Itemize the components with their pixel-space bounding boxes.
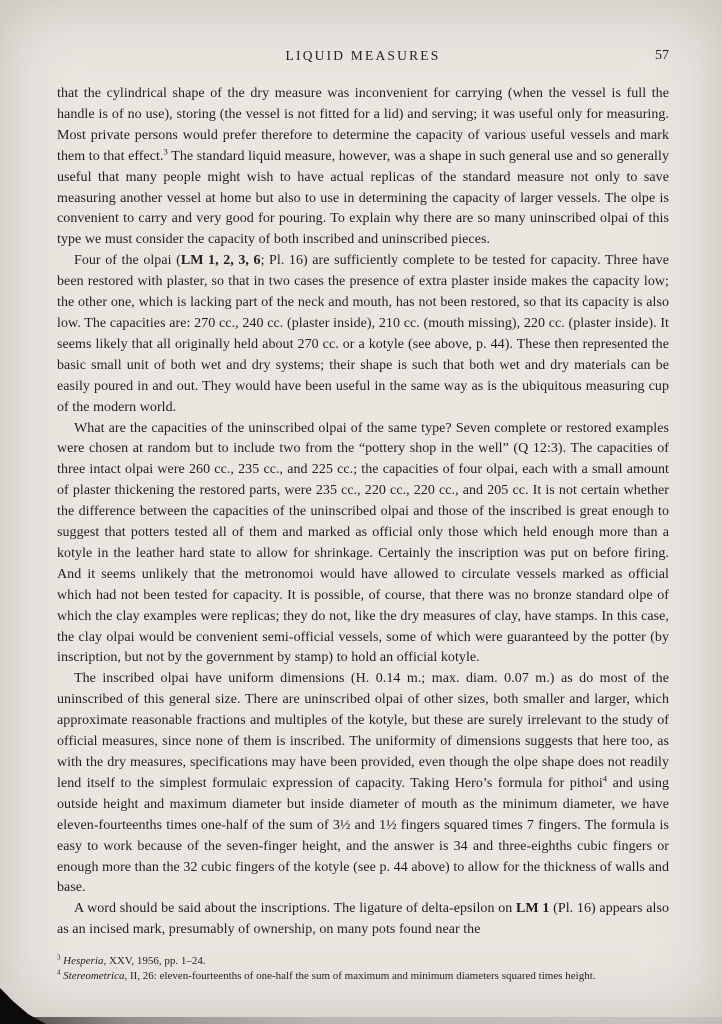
scan-bottom-edge-artifact	[0, 1017, 722, 1024]
footnote-marker: 4	[57, 969, 61, 977]
page-content	[57, 48, 669, 984]
footnote-marker: 3	[57, 954, 61, 962]
running-head	[57, 48, 669, 64]
paragraph	[57, 251, 669, 418]
text-run: What are the capacities of the uninscribed olpai of the same type? Seven complete or restored examples were chosen at random but to include two from the “pottery shop in the well” (Q 12:3). The capacities of three intact olpai were 260 cc., 235 cc., and 225 cc.; the capacities of four olpai, each with a small amount of plaster thickening the restored parts, were 235 cc., 220 cc., 220 cc., and 205 cc. It is not certain whether the difference between the capacities of the uninscribed olpai and those of the inscribed is great enough to suggest that potters tested all of them and marked as official only those which held enough more than a kotyle in the leather hard state to allow for shrinkage. Certainly the inscription was put on before firing. And it seems unlikely that the metronomoi would have allowed to circulate vessels marked as official which had not been tested for capacity. It is possible, of course, that there was no bronze standard olpe of which the clay examples were replicas; they do not, like the dry measures of clay, have stamps. In this case, the clay olpai would be convenient semi-official vessels, some of which were guaranteed by the potter (by inscription, but not by the government by stamp) to hold an official kotyle.	[57, 420, 669, 666]
text-run: Stereometrica	[63, 970, 125, 983]
footnote	[57, 969, 669, 984]
body-text	[57, 84, 669, 941]
page-number: 57	[655, 48, 669, 63]
text-run: and using outside height and maximum diameter but inside diameter of mouth as the minimum diameter, we have eleven-fourteenths times one-half of the sum of 3½ and 1½ fingers squared times 7 fingers. The formula is easy to work because of the seven-finger height, and the answer is 34 and three-eighths cubic fingers or enough more than the 32 cubic fingers of the kotyle (see p. 44 above) to allow for the thickness of walls and base.	[57, 775, 670, 896]
text-run: Hesperia	[63, 955, 104, 968]
text-run: LM 1, 2, 3, 6	[180, 253, 261, 269]
page-title: LIQUID MEASURES	[285, 48, 441, 63]
footnote	[57, 954, 669, 969]
text-run: ; Pl. 16) are sufficiently complete to be tested for capacity. Three have been restored with plaster, so that in two cases the presence of extra plaster inside makes the capacity low; the other one, which is lacking part of the neck and mouth, has not been restored, so that its capacity is also low. The capacities are: 270 cc., 240 cc. (plaster inside), 210 cc. (mouth missing), 220 cc. (plaster inside). It seems likely that all originally held about 270 cc. or a kotyle (see above, p. 44). These then represented the basic small unit of both wet and dry systems; their shape is such that both wet and dry materials can be easily poured in and out. They would have been useful in the same way as is the ubiquitous measuring cup of the modern world.	[57, 253, 669, 415]
paragraph	[57, 84, 669, 251]
footnote-marker: 4	[602, 773, 608, 784]
text-run: , II, 26: eleven-fourteenths of one-half the sum of maximum and minimum diameters squared times height.	[124, 970, 596, 983]
footnote-marker: 3	[163, 146, 168, 157]
text-run: that the cylindrical shape of the dry measure was inconvenient for carrying (when the vessel is full the handle is of no use), storing (the vessel is not fitted for a lid) and serving; it was useful only for measuring. Most private persons would prefer therefore to determine the capacity of various useful vessels and mark them to that effect.	[57, 86, 669, 164]
text-run: LM 1	[516, 901, 550, 917]
footnotes	[57, 954, 669, 984]
paragraph	[57, 669, 669, 899]
paragraph	[57, 419, 669, 670]
text-run: , XXV, 1956, pp. 1–24.	[103, 955, 206, 968]
paragraph	[57, 899, 669, 941]
text-run: The standard liquid measure, however, was a shape in such general use and so generally useful that many people might wish to have actual replicas of the standard measure not only to save measuring another vessel at home but also to use in determining the capacity of larger vessels. The olpe is convenient to carry and very good for pouring. To explain why there are so many uninscribed olpai of this type we must consider the capacity of both inscribed and uninscribed pieces.	[57, 148, 669, 248]
text-run: The inscribed olpai have uniform dimensions (H. 0.14 m.; max. diam. 0.07 m.) as do most of the uninscribed of this general size. There are uninscribed olpai of other sizes, both smaller and larger, which approximate reasonable fractions and multiples of the kotyle, but these are surely irrelevant to the study of official measures, since none of them is inscribed. The uniformity of dimensions suggests that here too, as with the dry measures, specifications may have been provided, even though the olpe shape does not readily lend itself to the simplest formulaic expression of capacity. Taking Hero’s formula for pithoi	[57, 671, 669, 791]
text-run: Four of the olpai (	[74, 253, 181, 269]
text-run: (Pl. 16) appears also as an incised mark, presumably of ownership, on many pots found near the	[57, 901, 669, 938]
text-run: A word should be said about the inscriptions. The ligature of delta-epsilon on	[74, 901, 517, 917]
